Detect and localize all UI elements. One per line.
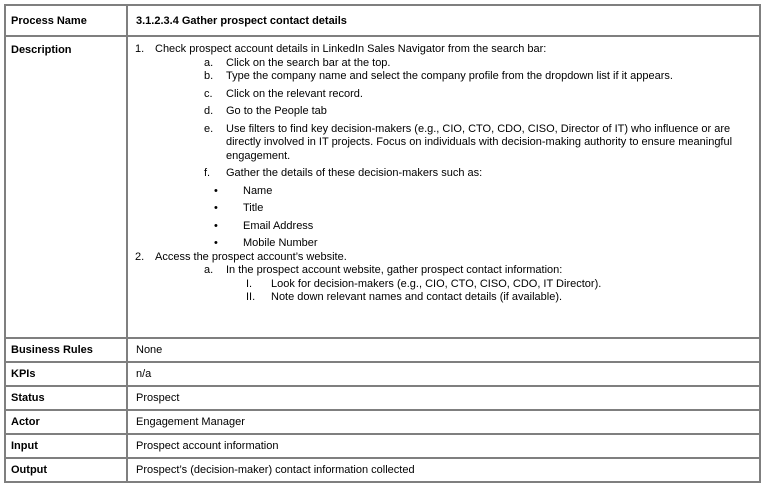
list-item-text: Gather the details of these decision-makers such as: [226,167,483,179]
table-row-actor [5,410,760,434]
description-list-item [204,264,751,278]
table-row-output [5,458,760,482]
description-list [134,43,751,305]
description-list-item [246,278,751,292]
table-row-status [5,386,760,410]
list-item-text: Title [243,202,264,214]
business-rules-label: Business Rules [5,338,127,362]
list-item-text: Name [243,184,273,197]
description-list-item [214,237,751,251]
list-item-text: Look for decision-makers (e.g., CIO, CTO, CISO, CDO, IT Director). [271,277,602,290]
actor-value: Engagement Manager [127,410,760,434]
description-list-item [135,251,751,265]
kpis-label: KPIs [5,362,127,386]
list-item-text: Use filters to find key decision-makers (e.g., CIO, CTO, CDO, CISO, Director of IT) who influence or are directly involved in IT projects. Focus on individuals with decision-making authority to ensure meaningful engagement. [226,122,733,162]
list-item-marker: f. [204,167,211,179]
table-row-business-rules [5,338,760,362]
process-name-label: Process Name [5,5,127,36]
description-list-item [204,70,751,84]
list-item-text: Check prospect account details in LinkedIn Sales Navigator from the search bar: [155,43,547,55]
list-item-text: Type the company name and select the company profile from the dropdown list if it appears. [226,70,673,82]
list-item-marker: • [214,219,218,232]
process-definition-table [4,4,761,483]
list-item-marker: • [214,184,218,197]
business-rules-value: None [127,338,760,362]
list-item-marker: e. [204,122,214,135]
list-item-text: Go to the People tab [226,105,327,117]
table-row-process-name [5,5,760,36]
description-list-item [214,202,751,216]
output-value: Prospect’s (decision-maker) contact information collected [127,458,760,482]
list-item-marker: b. [204,70,214,82]
input-value: Prospect account information [127,434,760,458]
description-label: Description [5,36,127,338]
output-label: Output [5,458,127,482]
description-list-item [246,291,751,305]
list-item-text: In the prospect account website, gather prospect contact information: [226,264,563,276]
description-list-item [204,167,751,181]
list-item-marker: I. [246,277,253,290]
process-name-value: 3.1.2.3.4 Gather prospect contact details [127,5,760,36]
list-item-marker: 2. [135,250,145,263]
description-list-item [214,185,751,199]
list-item-marker: a. [204,264,214,276]
list-item-text: Mobile Number [243,237,318,249]
list-item-marker: d. [204,105,214,117]
actor-label: Actor [5,410,127,434]
description-list-item [204,88,751,102]
list-item-marker: c. [204,87,213,100]
list-item-text: Click on the search bar at the top. [226,56,391,69]
input-label: Input [5,434,127,458]
status-value: Prospect [127,386,760,410]
description-list-item [204,105,751,119]
description-list-item [135,43,751,57]
list-item-marker: • [214,202,218,214]
description-list-item [204,57,751,71]
table-row-kpis [5,362,760,386]
table-row-description [5,36,760,338]
list-item-marker: 1. [135,43,145,55]
description-list-item [214,220,751,234]
list-item-text: Click on the relevant record. [226,87,363,100]
kpis-value: n/a [127,362,760,386]
list-item-marker: a. [204,56,214,69]
table-row-input [5,434,760,458]
list-item-marker: • [214,237,218,249]
list-item-text: Access the prospect account’s website. [155,250,347,263]
description-list-item [204,123,751,164]
status-label: Status [5,386,127,410]
list-item-text: Note down relevant names and contact details (if available). [271,291,563,303]
list-item-marker: II. [246,291,256,303]
list-item-text: Email Address [243,219,314,232]
description-cell [127,36,760,338]
